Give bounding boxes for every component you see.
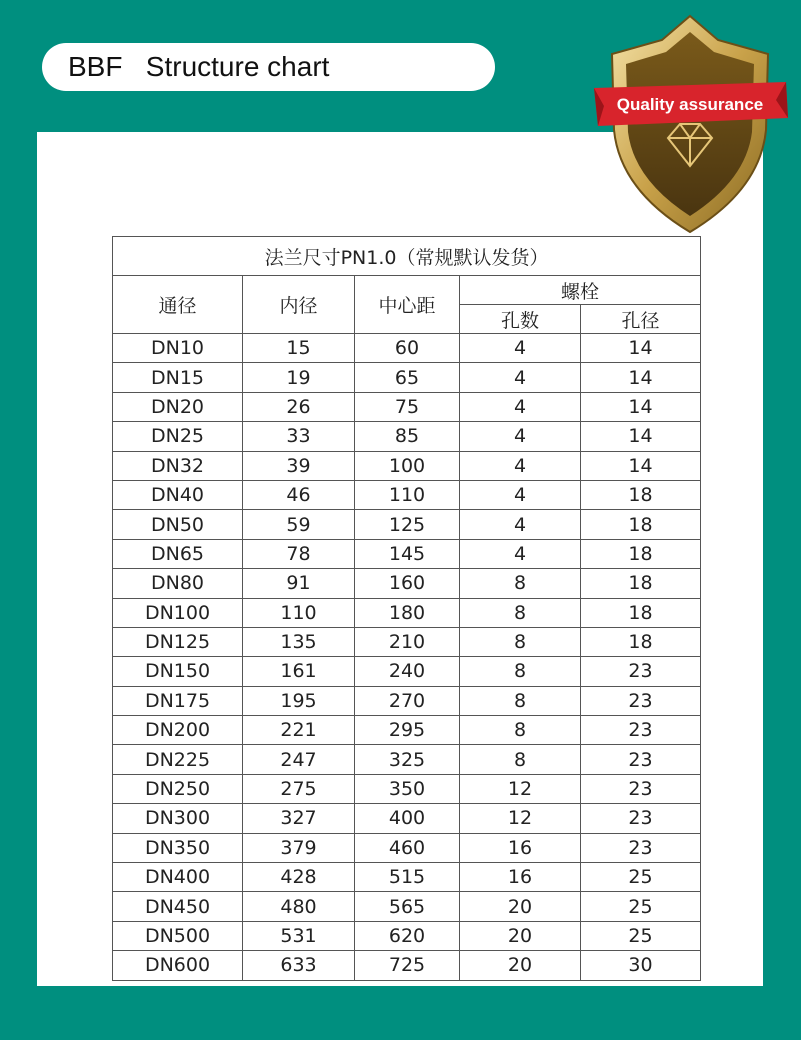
cell-nominal: DN400 [113,863,243,892]
cell-center: 145 [355,539,460,568]
cell-holes: 20 [460,921,581,950]
table-row [113,863,701,892]
cell-inner: 91 [243,569,355,598]
cell-inner: 33 [243,422,355,451]
cell-nominal: DN150 [113,657,243,686]
table-row [113,569,701,598]
cell-holes: 4 [460,451,581,480]
cell-inner: 110 [243,598,355,627]
table-row [113,804,701,833]
cell-inner: 161 [243,657,355,686]
table-row [113,451,701,480]
table-row [113,833,701,862]
header-nominal: 通径 [113,276,243,334]
cell-hole-dia: 18 [581,510,701,539]
cell-nominal: DN600 [113,951,243,980]
flange-spec-table [112,236,701,981]
table-row [113,627,701,656]
cell-inner: 46 [243,480,355,509]
cell-nominal: DN20 [113,392,243,421]
table-row [113,716,701,745]
table-row [113,745,701,774]
cell-holes: 8 [460,686,581,715]
cell-holes: 8 [460,716,581,745]
badge-label: Quality assurance [616,95,764,114]
cell-center: 60 [355,334,460,363]
quality-shield-badge [590,10,790,240]
cell-center: 125 [355,510,460,539]
table-row [113,892,701,921]
cell-center: 400 [355,804,460,833]
table-row [113,363,701,392]
cell-inner: 39 [243,451,355,480]
cell-inner: 531 [243,921,355,950]
cell-holes: 8 [460,569,581,598]
cell-holes: 12 [460,774,581,803]
cell-hole-dia: 18 [581,569,701,598]
cell-hole-dia: 30 [581,951,701,980]
cell-center: 460 [355,833,460,862]
cell-center: 565 [355,892,460,921]
cell-inner: 379 [243,833,355,862]
cell-nominal: DN350 [113,833,243,862]
cell-hole-dia: 23 [581,804,701,833]
cell-holes: 4 [460,510,581,539]
cell-holes: 8 [460,657,581,686]
cell-nominal: DN100 [113,598,243,627]
cell-nominal: DN500 [113,921,243,950]
cell-hole-dia: 18 [581,598,701,627]
cell-nominal: DN225 [113,745,243,774]
table-caption: 法兰尺寸PN1.0（常规默认发货） [113,237,701,276]
cell-holes: 8 [460,598,581,627]
cell-center: 240 [355,657,460,686]
cell-hole-dia: 14 [581,422,701,451]
header-hole-dia: 孔径 [581,305,701,334]
cell-hole-dia: 23 [581,686,701,715]
title-banner [42,43,495,91]
cell-hole-dia: 14 [581,363,701,392]
cell-holes: 8 [460,627,581,656]
page-title: BBF Structure chart [68,51,330,82]
table-row [113,951,701,980]
cell-hole-dia: 25 [581,892,701,921]
cell-nominal: DN25 [113,422,243,451]
cell-nominal: DN250 [113,774,243,803]
cell-center: 65 [355,363,460,392]
table-row [113,921,701,950]
header-inner: 内径 [243,276,355,334]
table-row [113,657,701,686]
table-row [113,334,701,363]
cell-holes: 4 [460,480,581,509]
cell-inner: 275 [243,774,355,803]
cell-inner: 327 [243,804,355,833]
cell-hole-dia: 18 [581,627,701,656]
cell-hole-dia: 14 [581,392,701,421]
table-row [113,392,701,421]
cell-hole-dia: 23 [581,833,701,862]
table-row [113,422,701,451]
cell-inner: 78 [243,539,355,568]
cell-center: 270 [355,686,460,715]
cell-holes: 4 [460,392,581,421]
cell-hole-dia: 23 [581,716,701,745]
cell-holes: 4 [460,334,581,363]
cell-holes: 12 [460,804,581,833]
cell-hole-dia: 14 [581,451,701,480]
cell-nominal: DN10 [113,334,243,363]
cell-center: 100 [355,451,460,480]
cell-nominal: DN450 [113,892,243,921]
cell-center: 85 [355,422,460,451]
table-row [113,686,701,715]
cell-hole-dia: 25 [581,863,701,892]
cell-hole-dia: 18 [581,539,701,568]
cell-nominal: DN50 [113,510,243,539]
cell-holes: 20 [460,951,581,980]
cell-holes: 16 [460,863,581,892]
cell-hole-dia: 23 [581,774,701,803]
cell-hole-dia: 18 [581,480,701,509]
cell-holes: 4 [460,363,581,392]
cell-hole-dia: 23 [581,745,701,774]
cell-center: 160 [355,569,460,598]
cell-holes: 16 [460,833,581,862]
cell-center: 325 [355,745,460,774]
cell-center: 350 [355,774,460,803]
table-row [113,774,701,803]
cell-center: 180 [355,598,460,627]
header-center: 中心距 [355,276,460,334]
cell-holes: 20 [460,892,581,921]
cell-inner: 428 [243,863,355,892]
cell-nominal: DN200 [113,716,243,745]
header-holes: 孔数 [460,305,581,334]
cell-inner: 135 [243,627,355,656]
table-row [113,598,701,627]
cell-inner: 59 [243,510,355,539]
cell-hole-dia: 25 [581,921,701,950]
cell-hole-dia: 14 [581,334,701,363]
cell-inner: 633 [243,951,355,980]
cell-inner: 19 [243,363,355,392]
cell-inner: 26 [243,392,355,421]
cell-holes: 4 [460,422,581,451]
cell-holes: 4 [460,539,581,568]
cell-inner: 247 [243,745,355,774]
cell-center: 620 [355,921,460,950]
cell-hole-dia: 23 [581,657,701,686]
table-row [113,539,701,568]
cell-center: 75 [355,392,460,421]
cell-center: 210 [355,627,460,656]
cell-inner: 15 [243,334,355,363]
header-bolt: 螺栓 [460,276,701,305]
cell-nominal: DN175 [113,686,243,715]
table-row [113,510,701,539]
cell-nominal: DN40 [113,480,243,509]
cell-nominal: DN15 [113,363,243,392]
cell-holes: 8 [460,745,581,774]
table-row [113,480,701,509]
cell-inner: 480 [243,892,355,921]
cell-nominal: DN32 [113,451,243,480]
cell-center: 295 [355,716,460,745]
cell-center: 515 [355,863,460,892]
cell-nominal: DN65 [113,539,243,568]
cell-center: 110 [355,480,460,509]
cell-inner: 195 [243,686,355,715]
cell-center: 725 [355,951,460,980]
cell-nominal: DN80 [113,569,243,598]
cell-nominal: DN125 [113,627,243,656]
table-body [113,334,701,981]
cell-inner: 221 [243,716,355,745]
cell-nominal: DN300 [113,804,243,833]
